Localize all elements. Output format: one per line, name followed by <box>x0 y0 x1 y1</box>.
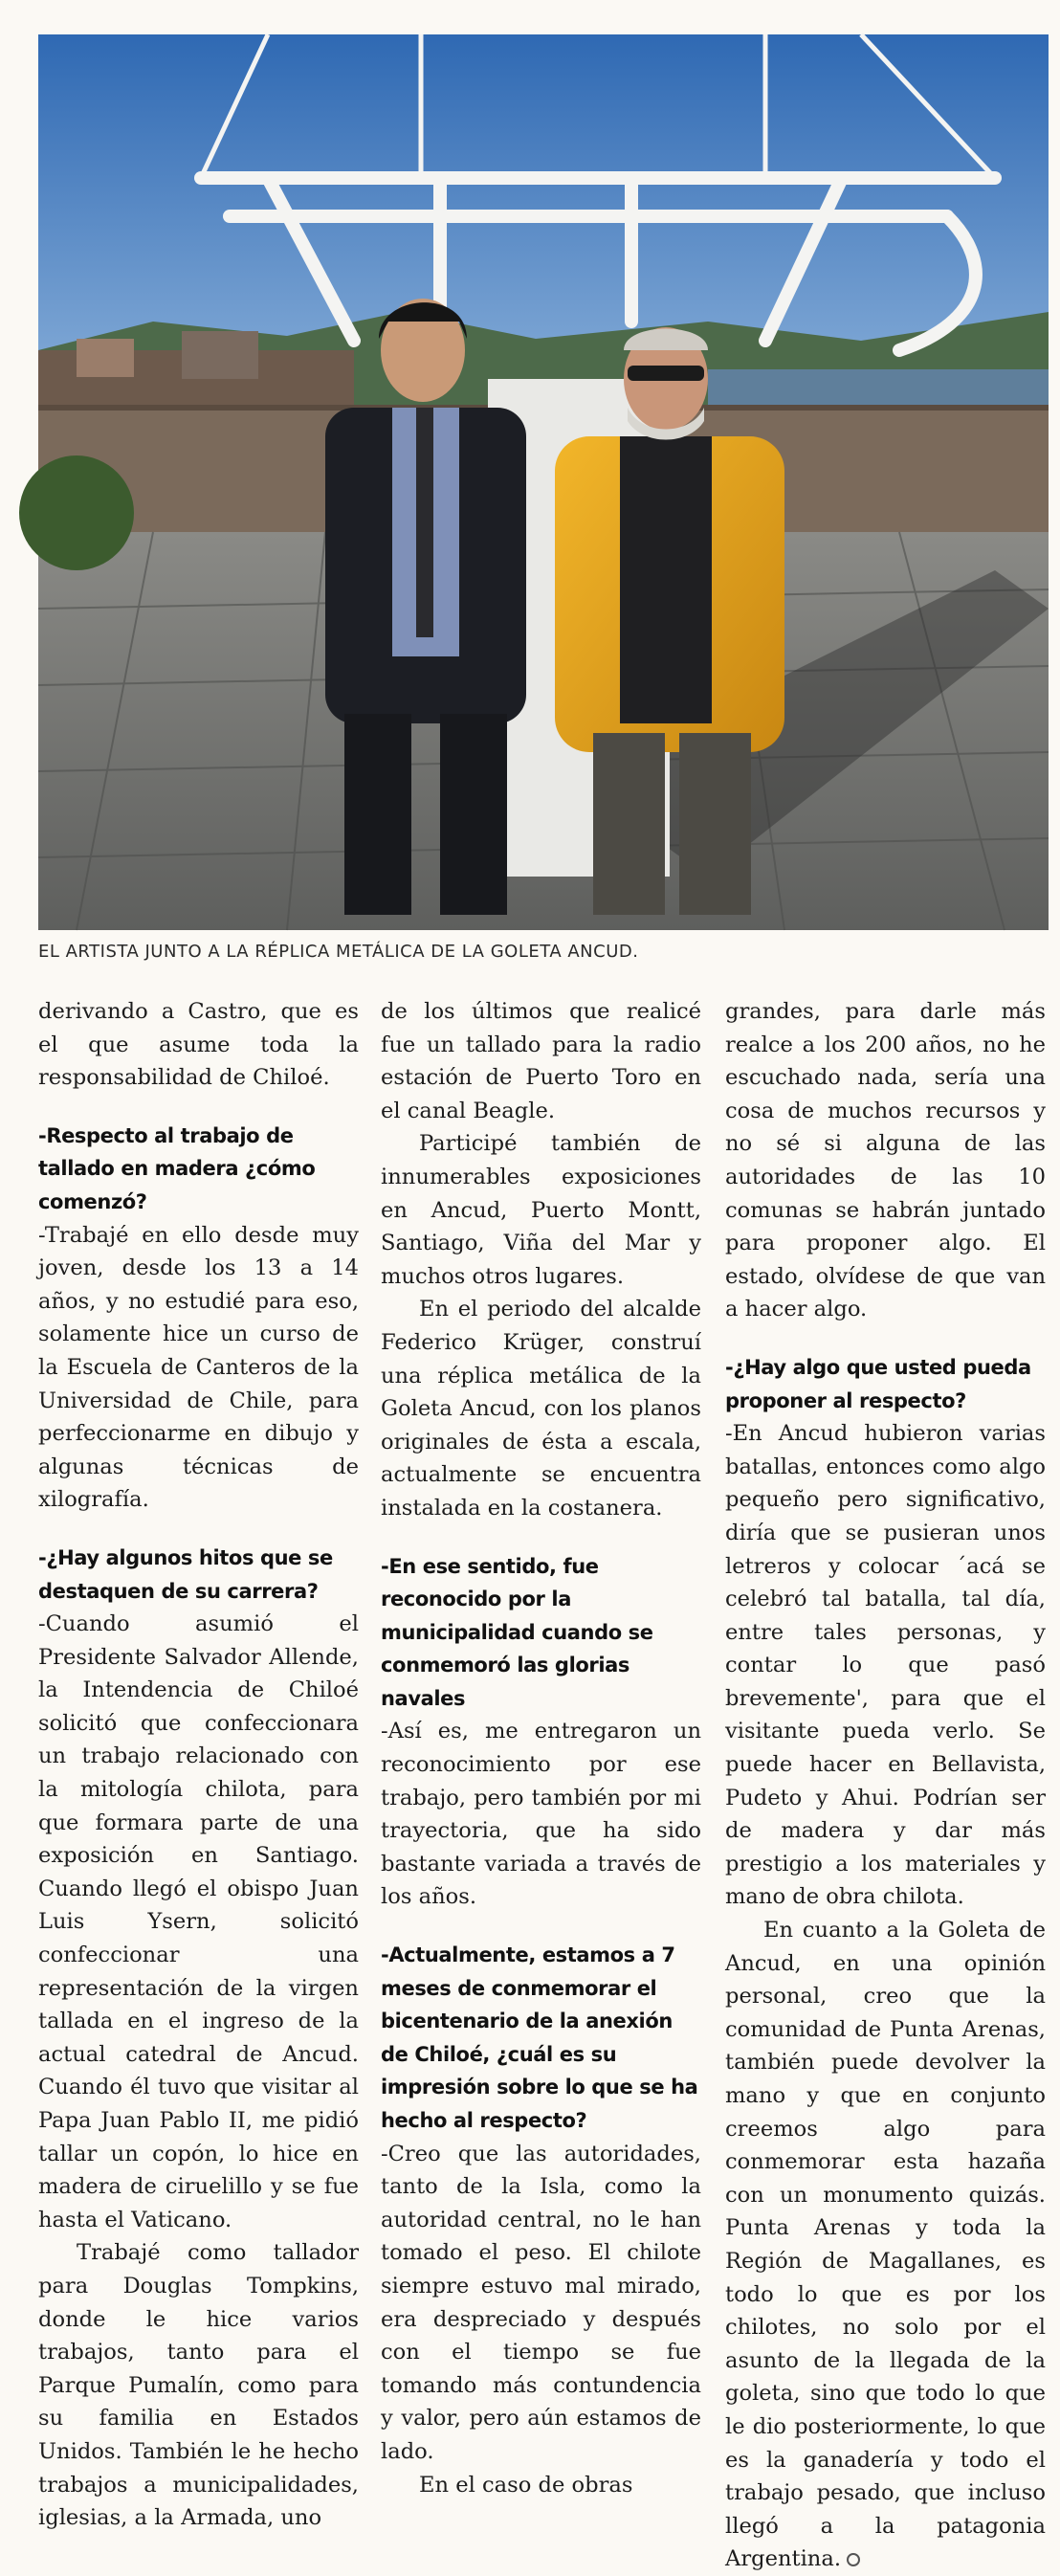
article-column-1 <box>38 995 359 2531</box>
interview-question: -¿Hay algo que usted pueda proponer al respecto? <box>725 1355 1031 1412</box>
interview-answer: -Trabajé en ello desde muy joven, desde los 13 a 14 años, y no estudié para eso, solamente hice un curso de la Escuela de Canteros de la Universidad de Chile, para perfeccionarme en dibujo y algunas técnicas de xilografía. <box>38 1222 359 1513</box>
interview-answer: -Cuando asumió el Presidente Salvador Allende, la Intendencia de Chiloé solicitó que confeccionara un trabajo relacionado con la mitología chilota, para que formara parte de una exposición en Santiago. Cuando llegó el obispo Juan Luis Ysern, solicitó confeccionar una representación de la virgen tallada en el ingreso de la actual catedral de Ancud. Cuando él tuvo que visitar al Papa Juan Pablo II, me pidió tallar un copón, lo hice en madera de ciruelillo y se fue hasta el Vaticano. <box>38 1611 359 2232</box>
paragraph: Trabajé como tallador para Douglas Tompkins, donde le hice varios trabajos, tanto para el Parque Pumalín, como para su familia en Estados Unidos. También le he hecho trabajos a municipalidades, iglesias, a la Armada, uno <box>38 2240 359 2531</box>
paragraph: derivando a Castro, que es el que asume toda la responsabilidad de Chiloé. <box>38 999 359 1091</box>
interview-question: -En ese sentido, fue reconocido por la municipalidad cuando se conmemoró las glorias navales <box>381 1554 653 1710</box>
paragraph-text: En cuanto a la Goleta de Ancud, en una opinión personal, creo que la comunidad de Punta Arenas, también puede devolver la mano y que en conjunto creemos algo para conmemorar esta hazaña con un monumento quizás. Punta Arenas y toda la Región de Magallanes, es todo lo que es por los chilotes, no solo por el asunto de la llegada de la goleta, sino que todo lo que le dio posteriormente, lo que es la ganadería y todo el trabajo pesado, que incluso llegó a la patagonia Argentina. <box>725 1918 1046 2572</box>
paragraph: grandes, para darle más realce a los 200 años, no he escuchado nada, sería una cosa de muchos recursos y no sé si alguna de las autoridades de las 10 comunas se habrán juntado para proponer algo. El estado, olvídese de que van a hacer algo. <box>725 999 1046 1322</box>
article-column-2 <box>381 995 701 2517</box>
paragraph <box>725 1914 1046 2576</box>
photo-illustration <box>38 34 1049 930</box>
interview-answer: -Creo que las autoridades, tanto de la Isla, como la autoridad central, no le han tomado el peso. El chilote siempre estuvo mal mirado, era despreciado y después con el tiempo se fue tomando más contundencia y valor, pero aún estamos de lado. <box>381 2141 701 2464</box>
interview-answer: -Así es, me entregaron un reconocimiento por ese trabajo, pero también por mi trayectoria, que ha sido bastante variada a través de los años. <box>381 1719 701 1910</box>
interview-question: -Actualmente, estamos a 7 meses de conmemorar el bicentenario de la anexión de Chiloé, ¿cuál es su impresión sobre lo que se ha hecho al respecto? <box>381 1943 698 2132</box>
interview-question: -¿Hay algunos hitos que se destaquen de su carrera? <box>38 1545 333 1603</box>
article-photo <box>38 34 1049 930</box>
article-column-3 <box>725 995 1046 2572</box>
paragraph: de los últimos que realicé fue un tallado para la radio estación de Puerto Toro en el canal Beagle. <box>381 999 701 1123</box>
interview-question: -Respecto al trabajo de tallado en madera ¿cómo comenzó? <box>38 1123 316 1213</box>
photo-caption: EL ARTISTA JUNTO A LA RÉPLICA METÁLICA DE LA GOLETA ANCUD. <box>38 942 639 962</box>
end-of-article-icon <box>847 2553 860 2566</box>
paragraph: En el periodo del alcalde Federico Krüger, construí una réplica metálica de la Goleta Ancud, con los planos originales de ésta a escala, actualmente se encuentra instalada en la costanera. <box>381 1297 701 1521</box>
interview-answer: -En Ancud hubieron varias batallas, entonces como algo pequeño pero significativo, diría que se pusieran unos letreros y colocar ´acá se celebró tal batalla, tal día, entre tales personas, y contar lo que pasó brevemente', para que el visitante pueda verlo. Se puede hacer en Bellavista, Pudeto y Ahui. Podrían ser de madera y dar más prestigio a los materiales y mano de obra chilota. <box>725 1421 1046 1910</box>
paragraph: Participé también de innumerables exposiciones en Ancud, Puerto Montt, Santiago, Viña del Mar y muchos otros lugares. <box>381 1131 701 1289</box>
paragraph: En el caso de obras <box>419 2472 633 2498</box>
